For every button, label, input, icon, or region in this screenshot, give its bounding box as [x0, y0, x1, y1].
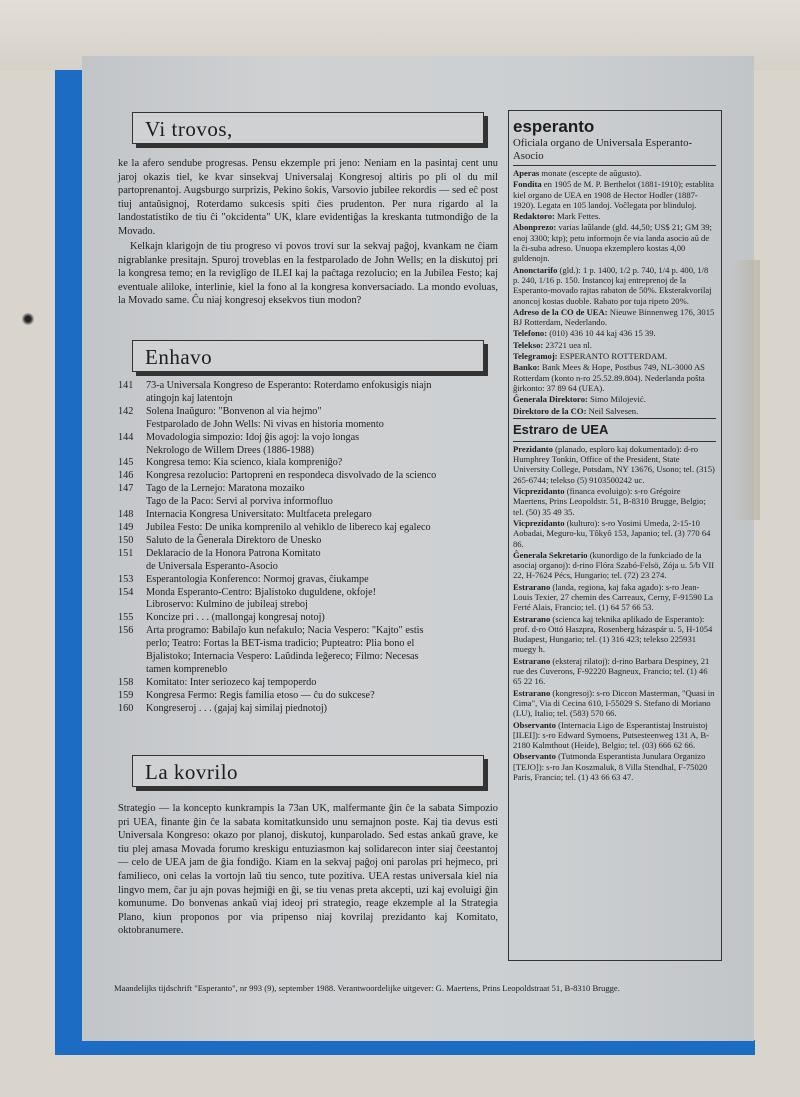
toc-page-number: 146 [118, 470, 134, 482]
heading-vi-trovos: Vi trovos, [132, 112, 484, 144]
masthead-entry-text: 23721 uea nl. [543, 339, 592, 350]
masthead-entry [513, 179, 716, 210]
masthead-entry-label: Estrarano [513, 613, 551, 624]
toc-entry [118, 432, 500, 445]
toc-title: Internacia Kongresa Universitato: Multfaceta prelegaro [146, 509, 372, 521]
toc-entry [118, 483, 500, 496]
toc-entry [118, 677, 500, 690]
masthead-entry-text: Nieuwe Binnenweg 176, 3015 BJ Rotterdam, Nederlando. [513, 306, 715, 328]
masthead-entry-label: Prezidanto [513, 443, 553, 454]
toc-entry [118, 419, 500, 432]
divider [513, 441, 716, 442]
masthead-entry [513, 614, 716, 655]
heading-enhavo: Enhavo [132, 340, 484, 372]
page-stain [730, 260, 760, 520]
toc-title: de Universala Esperanto-Asocio [146, 560, 278, 572]
toc-title: perlo; Teatro: Fortas la BET-isma tradicio; Pupteatro: Plia bono el [146, 638, 415, 650]
masthead-entry-label: Anonctarifo [513, 264, 558, 275]
toc-entry [118, 457, 500, 470]
intro-paragraph-2: Kelkajn klarigojn de tiu progreso vi povos trovi sur la sekvaj paĝoj, kvankam ne ĉiam nigrablanke presitajn. Spuroj troveblas en la festparolado de John Wells; en la diskutoj pri la kongresa temo; en la reviglîgo de ILEI kaj la paĉtaga rezolucio; en la Jubilea Festo; kaj eventuale aliloke, interlinie, kiel la fono al la kongresa konversaciado. La mondo evoluas, la Movado same. Ĉu niaj kongresoj eksekvos tiun modon? [118, 241, 498, 307]
masthead-info [513, 168, 716, 416]
masthead-entry-label: Redaktoro: [513, 211, 555, 222]
divider [513, 418, 716, 419]
masthead-entry-label: Estrarano [513, 687, 551, 698]
masthead-entry-text: Bank Mees & Hope, Postbus 749, NL-3000 AS Rotterdam (konto n-ro 25.52.89.804). Nederlanda poŝta ĝirkonto: 37 89 64 (UEA). [513, 362, 705, 393]
masthead-entry [513, 518, 716, 549]
masthead-entry-label: Estrarano [513, 655, 551, 666]
toc-page-number: 156 [118, 625, 134, 637]
masthead-entry [513, 362, 716, 393]
masthead-entry-text: (eksteraj rilatoj): d-rino Barbara Despiney, 21 rue des Cuverons, F-92220 Bagneux, Francio; tel. (1) 46 65 22 16. [513, 655, 710, 687]
masthead-entry-text: (Internacia Ligo de Esperantistaj Instruistoj [ILEI]): s-ro Edward Symoens, Putsesteenweg 131 A, B-2180 Kalmthout (Heide), Belgio; tel. (03) 666 62 66. [513, 719, 709, 751]
board-heading: Estraro de UEA [513, 421, 609, 437]
masthead-entry [513, 656, 716, 687]
masthead-entry-text: varias laŭlande (gld. 44,50; US$ 21; GM 39; enoj 3300; ktp); petu informojn ĉe via landa asocio aŭ de la ĉi-suba adreso. Unuopa ekzemplero kostas 4,00 guldenojn. [513, 222, 712, 264]
toc-title: Kongreseroj . . . (gajaj kaj similaj piednotoj) [146, 702, 328, 714]
masthead-entry-text: (kunordigo de la funkciado de la asociaj organoj): d-rino Flóra Szabó-Felsö, Zója u. 5/b VII 22, H-7624 Pécs, Hungario; tel. (72) 23 274. [513, 549, 715, 581]
masthead-entry-label: Fondita [513, 179, 542, 190]
masthead-entry [513, 720, 716, 751]
masthead-entry-text: (landa, regiona, kaj faka agado): s-ro Jean-Louis Texier, 27 chemin des Carreaux, Cerny, F-91590 La Ferté Alais, Francio; tel. (1) 64 57 66 53. [513, 581, 714, 613]
blue-cover-bottom-edge [55, 1040, 755, 1055]
toc-entry [118, 651, 500, 664]
toc-entry [118, 574, 500, 587]
toc-page-number: 141 [118, 380, 134, 391]
masthead-entry [513, 328, 716, 338]
toc-page-number: 159 [118, 689, 134, 701]
toc-entry [118, 587, 500, 600]
masthead-entry-text: Mark Fettes. [554, 211, 601, 222]
masthead-entry [513, 351, 716, 361]
board-list [513, 444, 716, 783]
masthead-entry-label: Estrarano [513, 581, 551, 592]
masthead-entry-label: Telefono: [513, 328, 548, 339]
toc-page-number: 151 [118, 547, 134, 559]
toc-entry [118, 522, 500, 535]
masthead-entry [513, 751, 716, 782]
masthead-entry-label: Banko: [513, 362, 540, 373]
masthead-entry [513, 406, 716, 416]
toc-page-number: 144 [118, 431, 134, 443]
toc-page-number: 148 [118, 509, 134, 521]
masthead-entry-text: en 1905 de M. P. Berthelot (1881-1910); establita kiel organo de UEA en 1908 de Hector Hodler (1887-1920). Legata en 105 landoj. Voĉlegata por blinduloj. [513, 179, 714, 210]
toc-entry [118, 612, 500, 625]
toc-title: Jubilea Festo: De unika komprenilo al vehiklo de libereco kaj egaleco [146, 521, 431, 533]
toc-entry [118, 638, 500, 651]
masthead-entry-text: (kongresoj): s-ro Diccon Masterman, "Quasi in Cima", Via di Cecina 610, I-55029 S. Stefano di Moriano (LU), Italio; tel. (583) 570 66. [513, 687, 715, 719]
masthead-entry-label: Vicprezidanto [513, 486, 565, 497]
masthead-entry-label: Abonprezo: [513, 222, 557, 233]
toc-title: 73-a Universala Kongreso de Esperanto: Roterdamo enfokusigis niajn [146, 380, 432, 391]
page-footer: Maandelijks tijdschrift "Esperanto", nr 993 (9), september 1988. Verantwoordelijke uitgever: G. Maertens, Prins Leopoldstraat 51, B-8310 Brugge. [114, 983, 620, 993]
masthead-entry [513, 222, 716, 263]
toc-entry [118, 509, 500, 522]
masthead-entry [513, 444, 716, 485]
divider [513, 165, 716, 166]
toc-entry [118, 445, 500, 458]
masthead-entry-label: Ĝenerala Sekretario [513, 549, 588, 560]
masthead-entry [513, 486, 716, 517]
masthead-entry-text: (scienca kaj teknika aplikado de Esperanto): prof. d-ro Ottó Haszpra, Rosenberg házaspár u. 5, H-1054 Budapest, Hungario; tel. (1) 316 423; telekso 225931 muegy h. [513, 613, 713, 655]
toc-title: Tago de la Paco: Servi al porviva informofluo [146, 496, 333, 508]
toc-title: atingojn kaj latentojn [146, 392, 233, 404]
toc-title: Movadologia simpozio: Idoj ĝis agoj: la vojo longas [146, 431, 360, 443]
toc-page-number: 160 [118, 702, 134, 714]
masthead-entry-label: Telegramoj: [513, 351, 558, 362]
heading-la-kovrilo: La kovrilo [132, 755, 484, 787]
toc-title: Deklaracio de la Honora Patrona Komitato [146, 547, 321, 559]
ink-mark [22, 312, 34, 326]
masthead-entry [513, 265, 716, 306]
toc-entry [118, 470, 500, 483]
masthead-entry [513, 211, 716, 221]
toc-title: Nekrologo de Willem Drees (1886-1988) [146, 444, 315, 456]
cover-paragraph: Strategio — la koncepto kunkrampis la 73an UK, malfermante ĝin ĉe la sabata Simpozio pri UEA, finante ĝin ĉe la sabata komitatkunsido unu semajnon poste. Kaj tia devus esti Universala Kongreso: okazo por planoj, diskutoj, kunparolado. Sed estas ankaŭ grave, ke tiu plej amasa Movada forumo kreskigu entuziasmon kaj solidarecon inter siaj ĉeestantoj — celo de UEA jam de ĝia fondiĝo. Kiam en la sekvaj paĝoj oni parolas pri hejmeco, pri familieco, oni celas la vortojn laŭ tiu senco, tute pozitiva. UEA restas universala kiel nia lingvo mem, ĉar ju ajn povas hejmiĝi en ĝi, se tiu venas preta akcepti, uzi kaj evoluigi ĝin komunume. Do bonvenas ankaŭ viaj ideoj pri strategio, reage ekzemple al la Strategia Plano, kiun proponos por via pripenso niaj kovrilaj prezidanto kaj Komitato, oktobranumere. [118, 803, 498, 937]
masthead-entry [513, 307, 716, 328]
toc-page-number: 149 [118, 521, 134, 533]
toc-page-number: 154 [118, 586, 134, 598]
masthead-entry-text: (planado, esploro kaj dokumentado): d-ro Humphrey Tonkin, Office of the President, State University College, Potsdam, NY 13676, Usono; tel. (315) 265-6744; telekso (5) 9103500242 uc. [513, 443, 715, 485]
toc-title: Kongresa Fermo: Regis familia etoso — ĉu do sukcese? [146, 689, 375, 701]
masthead-entry [513, 688, 716, 719]
masthead-subtitle: Oficiala organo de Universala Esperanto-Asocio [513, 137, 693, 162]
toc-title: Kongresa rezolucio: Partopreni en respondeca disvolvado de la scienco [146, 470, 437, 482]
toc-entry [118, 535, 500, 548]
toc-title: Koncize pri . . . (mallongaj kongresaj notoj) [146, 612, 325, 624]
masthead-entry-label: Ĝenerala Direktoro: [513, 394, 588, 405]
masthead-entry-text: ESPERANTO ROTTERDAM. [557, 351, 667, 362]
masthead-entry-text: (financa evoluigo): s-ro Grégoire Maertens, Prins Leopoldstr. 51, B-8310 Brugge, Belgio; tel. (50) 35 49 35. [513, 486, 706, 517]
masthead-entry [513, 168, 716, 178]
masthead-entry [513, 550, 716, 581]
masthead-entry-text: (Tutmonda Esperantista Junulara Organizo [TEJO]): s-ro Jan Koszmaluk, 8 Villa Stendhal, F-75020 Paris, Francio; tel. (1) 43 66 63 47. [513, 751, 708, 783]
intro-paragraph-1: ke la afero sendube progresas. Pensu ekzemple pri jeno: Neniam en la pasintaj cent unu jaroj okazis tiel, ke kvar sinsekvaj Universalaj Kongresoj altiris po pli ol du mil partoprenantoj. Augsburgo surprizis, Pekino ŝokis, Varsovio jubilee rekordis — sed eĉ post tiuj antaŭsignoj, Roterdamo sukcesis spiti ĉies prudenton. Per nura rigardo al la landostatistiko de tiu ĉi "okcidenta" UK, klare evidentiĝas la kreskanta tutmondiĝo de la Movado. [118, 158, 498, 237]
masthead-entry-label: Vicprezidanto [513, 517, 565, 528]
toc-page-number: 147 [118, 483, 134, 495]
masthead-entry-text: (010) 436 10 44 kaj 436 15 39. [547, 328, 656, 339]
toc-entry [118, 406, 500, 419]
toc-entry [118, 548, 500, 561]
toc-title: Esperantologia Konferenco: Normoj gravas, ĉiukampe [146, 573, 369, 585]
toc-entry [118, 561, 500, 574]
masthead-entry-label: Direktoro de la CO: [513, 405, 587, 416]
toc-entry [118, 380, 500, 393]
toc-title: Tago de la Lernejo: Maratona mozaiko [146, 483, 305, 495]
masthead-entry-text: monate (escepte de aŭgusto). [539, 168, 642, 178]
toc-page-number: 158 [118, 676, 134, 688]
masthead-entry [513, 394, 716, 404]
toc-title: Arta programo: Babilaĵo kun nefakulo; Nacia Vespero: "Kajto" estis [146, 625, 424, 637]
masthead-entry [513, 340, 716, 350]
toc-page-number: 155 [118, 612, 134, 624]
toc-title: Komitato: Inter seriozeco kaj tempoperdo [146, 676, 317, 688]
masthead-entry-label: Observanto [513, 751, 556, 762]
toc-entry [118, 664, 500, 677]
toc-entry [118, 690, 500, 703]
toc-title: Saluto de la Ĝenerala Direktoro de Unesko [146, 534, 322, 546]
toc-title: Solena Inaŭguro: "Bonvenon al via hejmo" [146, 405, 322, 417]
toc-page-number: 142 [118, 405, 134, 417]
toc-entry [118, 625, 500, 638]
toc-page-number: 150 [118, 534, 134, 546]
toc-page-number: 145 [118, 457, 134, 469]
masthead-entry-label: Telekso: [513, 339, 544, 350]
toc-title: Bjalistoko; Internacia Vespero: Laŭdinda leĝereco; Filmo: Necesas [146, 651, 419, 663]
masthead-entry-text: (kulturo): s-ro Yosimi Umeda, 2-15-10 Aobadai, Meguro-ku, Tôkyô 153, Japanio; tel. (3) 770 64 86. [513, 517, 711, 549]
masthead-entry-text: Neil Salvesen. [586, 405, 639, 416]
toc-entry [118, 599, 500, 612]
masthead-sidebar [508, 110, 722, 961]
masthead-entry [513, 582, 716, 613]
masthead-entry-label: Observanto [513, 719, 556, 730]
masthead-entry-label: Aperas [513, 168, 540, 178]
masthead-brand: esperanto [513, 117, 595, 136]
masthead-entry-text: Simo Milojević. [587, 394, 646, 405]
table-of-contents [118, 380, 500, 716]
masthead-entry-text: (gld.): 1 p. 1400, 1/2 p. 740, 1/4 p. 400, 1/8 p. 240, 1/16 p. 150. Instancoj kaj entreprenoj de la Esperanto-movado rajtas rabaton de 50%. Eksterakvorilaj anoncoj kostas duoble. Rabato por tuja ripeto 20%. [513, 264, 712, 306]
toc-title: Kongresa temo: Kia scienco, kiala kompreniĝo? [146, 457, 343, 469]
toc-title: Libroservo: Kulmino de jubileaj streboj [146, 599, 308, 611]
toc-entry [118, 496, 500, 509]
toc-entry [118, 393, 500, 406]
toc-title: Monda Esperanto-Centro: Bjalistoko duguldene, okfoje! [146, 586, 377, 598]
toc-entry [118, 703, 500, 716]
toc-title: Festparolado de John Wells: Ni vivas en historia momento [146, 418, 384, 430]
toc-page-number: 153 [118, 573, 134, 585]
toc-title: tamen kompreneblo [146, 663, 228, 675]
masthead-entry-label: Adreso de la CO de UEA: [513, 306, 608, 317]
